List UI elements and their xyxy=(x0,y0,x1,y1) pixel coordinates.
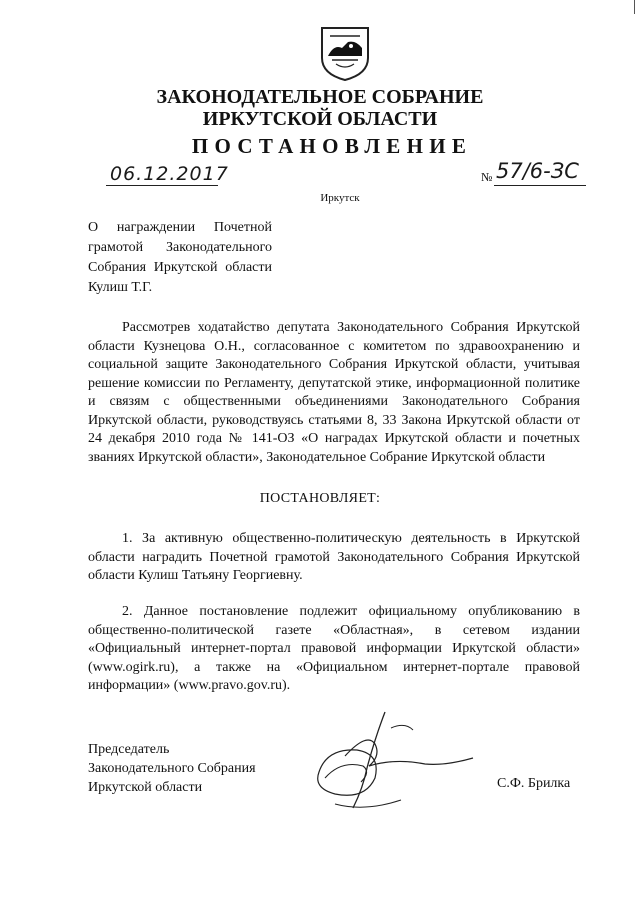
signatory-title-line-2: Законодательного Собрания xyxy=(88,761,256,776)
decree-item-2: 2. Данное постановление подлежит официальному опубликованию в общественно-политической газете «Областная», в сетевом издании «Официальный интернет-портал правовой информации Иркутской области» (www.ogirk.ru), а также на «Официальном интернет-портале правовой информации» (www.pravo.gov.ru). xyxy=(88,604,580,693)
decree-item-1: 1. За активную общественно-политическую деятельность в Иркутской области наградить Почетной грамотой Законодательного Собрания Иркутской области Кулиш Татьяну Георгиевну. xyxy=(88,531,580,583)
handwritten-number: 57/6-ЗС xyxy=(496,159,579,183)
city: Иркутск xyxy=(320,192,360,204)
signatory-title-line-3: Иркутской области xyxy=(88,780,203,795)
number-prefix: № xyxy=(481,170,493,184)
document-subject: О награждении Почетной грамотой Законодательного Собрания Иркутской области Кулиш Т.Г. xyxy=(88,220,272,295)
document-type: ПОСТАНОВЛЕНИЕ xyxy=(191,134,473,158)
coat-of-arms-emblem xyxy=(318,22,372,82)
handwritten-signature xyxy=(305,708,475,818)
signatory-title xyxy=(88,740,256,797)
signatory-title-line-1: Председатель xyxy=(88,742,170,757)
org-title-line-1: ЗАКОНОДАТЕЛЬНОЕ СОБРАНИЕ xyxy=(156,86,484,108)
handwritten-date: 06.12.2017 xyxy=(110,163,229,185)
org-title-line-2: ИРКУТСКОЙ ОБЛАСТИ xyxy=(202,108,438,130)
decree-word: ПОСТАНОВЛЯЕТ: xyxy=(259,491,381,506)
signatory-name: С.Ф. Брилка xyxy=(497,776,571,791)
preamble-paragraph: Рассмотрев ходатайство депутата Законодательного Собрания Иркутской области Кузнецова О.Н., согласованное с комитетом по здравоохранению и социальной защите Законодательного Собрания Иркутской области, учитывая решение комиссии по Регламенту, депутатской этике, информационной политике и связям с общественными объединениями Законодательного Собрания Иркутской области, руководствуясь статьями 8, 33 Закона Иркутской области от 24 декабря 2010 года № 141-ОЗ «О наградах Иркутской области и почетных званиях Иркутской области», Законодательное Собрание Иркутской области xyxy=(88,320,580,465)
date-underline xyxy=(106,185,218,186)
scan-mark xyxy=(634,0,635,14)
number-underline xyxy=(494,185,586,186)
